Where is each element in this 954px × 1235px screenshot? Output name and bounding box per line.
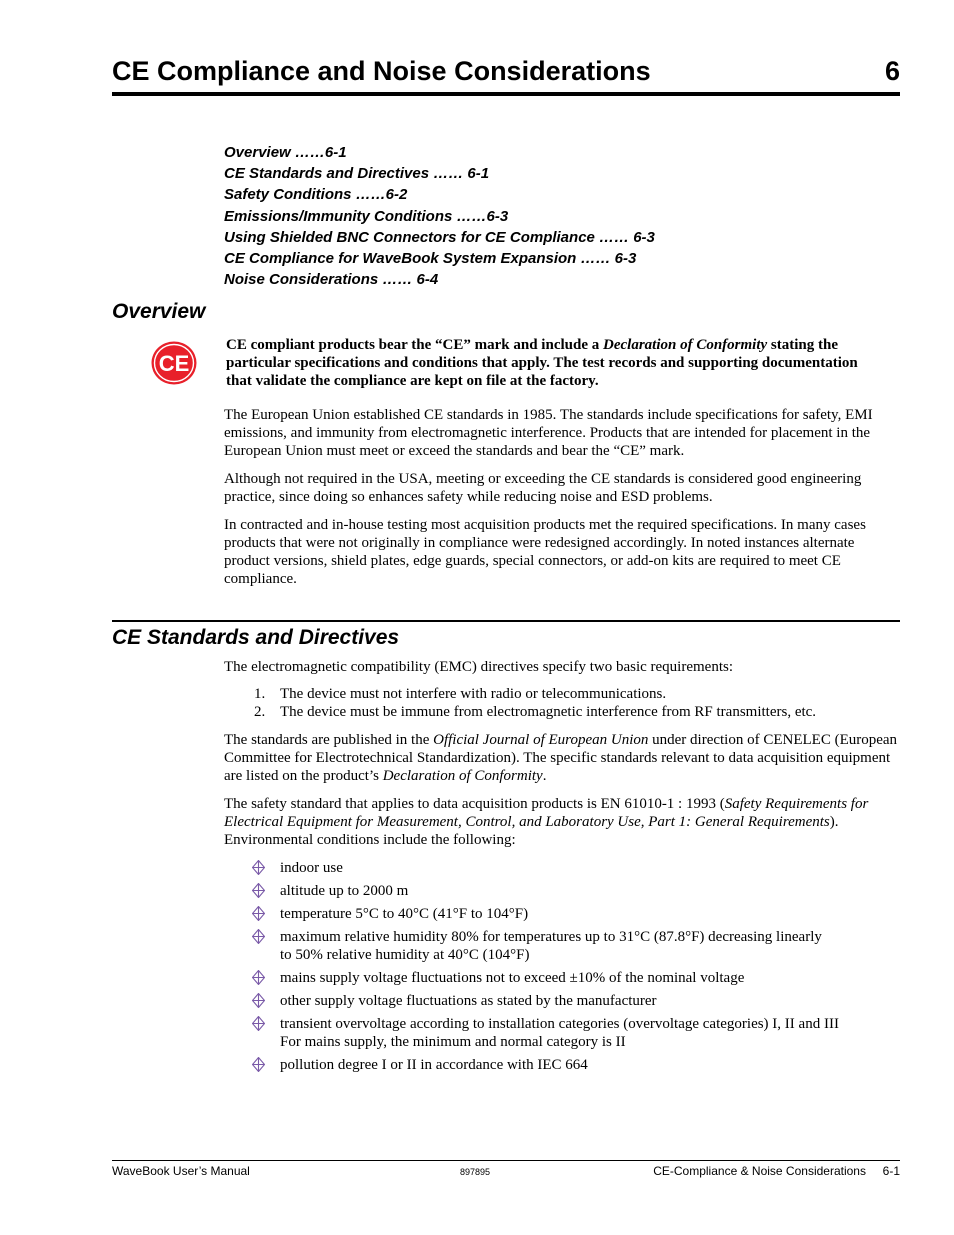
standards-body [224,731,900,859]
chapter-number: 6 [884,56,900,86]
list-item [252,992,892,1010]
toc-item-ce-standards[interactable]: CE Standards and Directives …… 6-1 [224,165,490,183]
list-item [252,882,892,900]
standards-intro: The electromagnetic compatibility (EMC) directives specify two basic requirements: [224,659,733,675]
toc-item-shielded-bnc[interactable]: Using Shielded BNC Connectors for CE Compliance …… 6-3 [224,228,655,246]
footer-rule [112,1160,900,1161]
list-item-text: indoor use [280,860,343,876]
list-item-number: 2. [254,704,266,720]
published-text: The standards are published in the [224,732,434,748]
table-of-contents [224,142,655,290]
list-item [252,969,892,987]
list-item-text: other supply voltage fluctuations as stated by the manufacturer [280,993,657,1009]
list-item [252,928,892,964]
list-item [254,685,816,703]
list-item-text-continued: For mains supply, the minimum and normal category is II [280,1034,626,1050]
standards-heading: CE Standards and Directives [112,626,400,649]
list-item [252,905,892,923]
safety-text: The safety standard that applies to data acquisition products is EN 61010-1 : 1993 ( [224,796,725,812]
list-item-text: maximum relative humidity 80% for temperatures up to 31°C (87.8°F) decreasing linearly [280,929,822,945]
list-item-text: temperature 5°C to 40°C (41°F to 104°F) [280,906,529,922]
list-item [252,1015,892,1051]
footer-section-page: CE-Compliance & Noise Considerations 6-1 [653,1164,900,1178]
toc-item-safety-conditions[interactable]: Safety Conditions ……6-2 [224,186,408,204]
diamond-bullet-icon [252,883,265,898]
overview-intro-text-2: stating the particular specifications and conditions that apply. The test records and supporting documentation that validate the compliance are kept on file at the factory. [226,337,858,389]
overview-intro-doc-title: Declaration of Conformity [603,337,768,353]
chapter-title [112,56,900,87]
overview-heading: Overview [112,300,206,323]
toc-item-overview[interactable]: Overview ……6-1 [224,144,347,161]
standard-title: Safety Requirements for Electrical Equipment for Measurement, Control, and Laboratory Use, Part 1: General Requirements [224,796,869,830]
diamond-bullet-icon [252,929,265,944]
list-item-text: The device must not interfere with radio or telecommunications. [280,686,667,702]
list-item [252,1056,892,1074]
ce-mark-icon [150,340,198,386]
list-item-text: altitude up to 2000 m [280,883,409,899]
safety-text-2: ). Environmental conditions include the following: [224,814,839,848]
list-item [254,703,816,721]
toc-item-wavebook-expansion[interactable]: CE Compliance for WaveBook System Expansion …… 6-3 [224,250,637,268]
diamond-bullet-icon [252,993,265,1008]
diamond-bullet-icon [252,1016,265,1031]
list-item-text: mains supply voltage fluctuations not to exceed ±10% of the nominal voltage [280,970,745,986]
toc-item-emissions-immunity[interactable]: Emissions/Immunity Conditions ……6-3 [224,207,509,225]
list-item [252,859,892,877]
requirements-list [254,685,816,721]
doc-title: Declaration of Conformity [382,768,543,784]
diamond-bullet-icon [252,1057,265,1072]
published-text-2: under direction of CENELEC (European Committee for Electrotechnical Standardization). The specific standards relevant to data acquisition equipment are listed on the product’s [224,732,898,784]
chapter-title-text: CE Compliance and Noise Considerations [112,56,651,86]
list-item-number: 1. [254,686,266,702]
published-text-3: . [542,768,547,784]
footer-doc-number: 897895 [460,1167,491,1177]
safety-paragraph [224,795,900,849]
toc-item-noise-considerations[interactable]: Noise Considerations …… 6-4 [224,271,439,289]
overview-paragraph: In contracted and in-house testing most acquisition products met the required specifications. In many cases products that were not originally in compliance were redesigned accordingly. In noted instances alternate product versions, shield plates, edge guards, special connectors, or add-on kits are required to meet CE compliance. [224,517,866,587]
published-paragraph [224,731,900,785]
overview-paragraph: The European Union established CE standards in 1985. The standards include specifications for safety, EMI emissions, and immunity from electromagnetic interference. Products that are intended for placement in the European Union must meet or exceed the standards and bear the “CE” mark. [224,407,873,459]
journal-title: Official Journal of European Union [433,732,649,748]
overview-intro-text: CE compliant products bear the “CE” mark and include a [226,337,603,353]
list-item-text-continued: to 50% relative humidity at 40°C (104°F) [280,947,530,963]
footer-manual-title: WaveBook User’s Manual [112,1164,250,1178]
diamond-bullet-icon [252,860,265,875]
conditions-list [252,859,892,1079]
overview-paragraph: Although not required in the USA, meeting or exceeding the CE standards is considered good engineering practice, since doing so enhances safety while reducing noise and ESD problems. [224,471,862,505]
list-item-text: pollution degree I or II in accordance with IEC 664 [280,1057,588,1073]
ce-mark-text: CE [158,351,190,376]
title-rule [112,92,900,96]
section-rule [112,620,900,622]
overview-body [224,406,900,598]
overview-intro [226,336,886,390]
diamond-bullet-icon [252,970,265,985]
list-item-text: transient overvoltage according to installation categories (overvoltage categories) I, II and III [280,1016,839,1032]
diamond-bullet-icon [252,906,265,921]
list-item-text: The device must be immune from electromagnetic interference from RF transmitters, etc. [280,704,817,720]
